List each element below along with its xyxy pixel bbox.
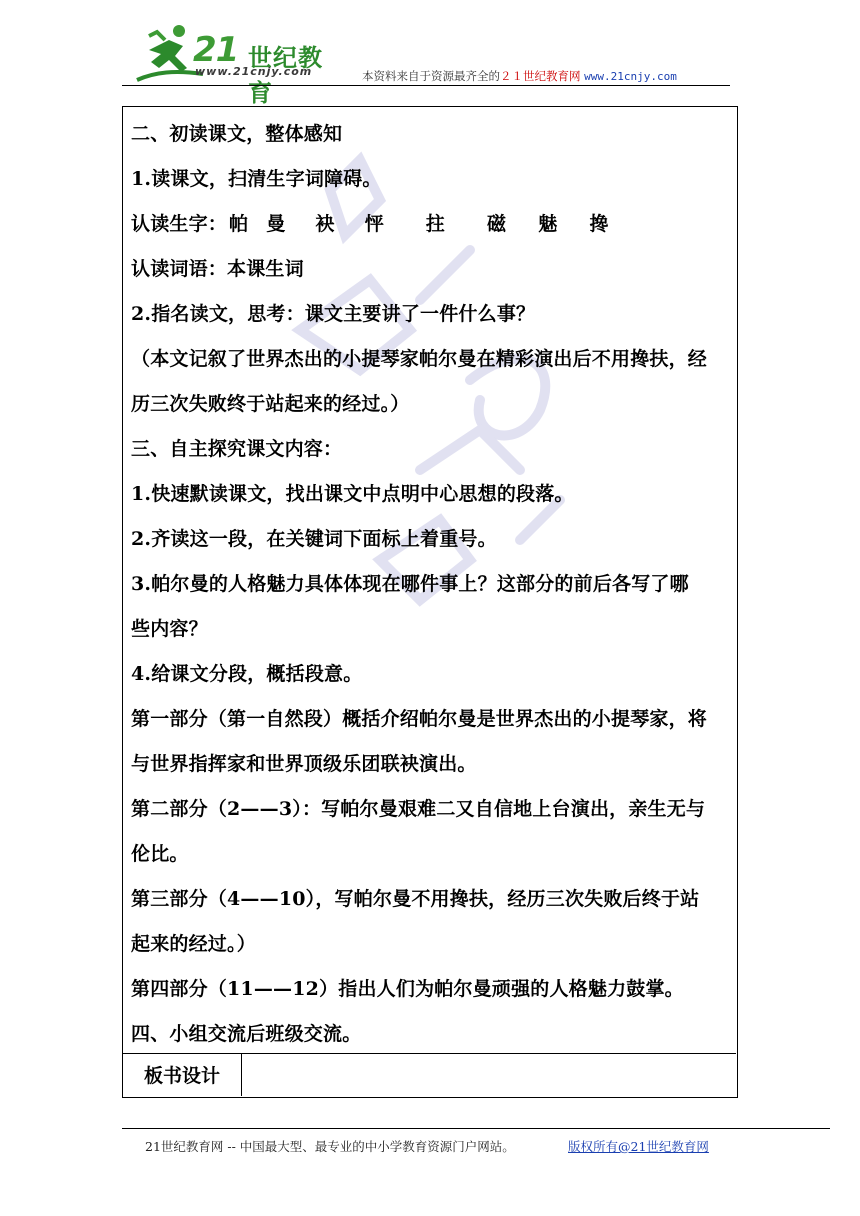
content-line: 3.帕尔曼的人格魅力具体体现在哪件事上？这部分的前后各写了哪 xyxy=(131,573,689,595)
logo-name: 世纪教育 xyxy=(248,44,323,107)
content-line: 三、自主探究课文内容： xyxy=(131,438,343,460)
header-url-link[interactable]: www.21cnjy.com xyxy=(584,70,677,83)
content-line: 第二部分（2——3）：写帕尔曼艰难二又自信地上台演出，亲生无与 xyxy=(131,798,706,820)
character: 曼 xyxy=(266,213,286,235)
character: 磁 xyxy=(487,213,507,235)
content-line: 历三次失败终于站起来的经过。） xyxy=(131,393,410,415)
header-brand-link[interactable]: ２１世纪教育网 xyxy=(500,69,581,83)
content-line: 二、初读课文，整体感知 xyxy=(131,123,343,145)
header-note xyxy=(362,68,677,84)
content-line: 1.读课文，扫清生字词障碍。 xyxy=(131,168,382,190)
content-line: 第四部分（11——12）指出人们为帕尔曼顽强的人格魅力鼓掌。 xyxy=(131,978,684,1000)
content-line: 些内容？ xyxy=(131,618,208,640)
logo-url: www.21cnjy.com xyxy=(195,65,313,78)
character: 怦 xyxy=(364,213,384,235)
character: 拄 xyxy=(425,213,446,235)
footer-text: 21世纪教育网 -- 中国最大型、最专业的中小学教育资源门户网站。 xyxy=(145,1139,515,1154)
character: 袂 xyxy=(315,213,335,235)
header-note-text: 本资料来自于资源最齐全的 xyxy=(362,69,500,83)
content-line: 四、小组交流后班级交流。 xyxy=(131,1023,362,1045)
new-characters-label: 认读生字： xyxy=(131,213,228,235)
footer-copyright-link[interactable]: 版权所有@21世纪教育网 xyxy=(568,1139,709,1154)
site-logo xyxy=(135,22,335,107)
content-line: 1.快速默读课文，找出课文中点明中心思想的段落。 xyxy=(131,483,574,505)
content-line: 4.给课文分段，概括段意。 xyxy=(131,663,363,685)
content-line: 与世界指挥家和世界顶级乐团联袂演出。 xyxy=(131,753,477,775)
lesson-table xyxy=(122,106,738,1098)
character: 魅 xyxy=(538,213,558,235)
character: 搀 xyxy=(589,213,609,235)
content-line: 2.齐读这一段，在关键词下面标上着重号。 xyxy=(131,528,497,550)
page-header xyxy=(0,0,860,107)
content-line: （本文记叙了世界杰出的小提琴家帕尔曼在精彩演出后不用搀扶，经 xyxy=(131,348,708,370)
board-design-label: 板书设计 xyxy=(123,1053,242,1096)
lesson-content xyxy=(123,107,736,1054)
content-line: 认读词语：本课生词 xyxy=(131,258,304,280)
content-line: 起来的经过。） xyxy=(131,933,256,955)
content-line: 第一部分（第一自然段）概括介绍帕尔曼是世界杰出的小提琴家，将 xyxy=(131,708,708,730)
footer-divider xyxy=(122,1128,830,1129)
new-characters-line xyxy=(131,209,609,236)
logo-number: 21 xyxy=(193,30,239,70)
header-divider xyxy=(122,85,730,86)
content-line: 2.指名读文，思考：课文主要讲了一件什么事？ xyxy=(131,303,536,325)
board-design-cell xyxy=(242,1053,736,1096)
content-line: 伦比。 xyxy=(131,843,189,865)
character: 帕 xyxy=(229,213,249,235)
content-line: 第三部分（4——10），写帕尔曼不用搀扶，经历三次失败后终于站 xyxy=(131,888,700,910)
